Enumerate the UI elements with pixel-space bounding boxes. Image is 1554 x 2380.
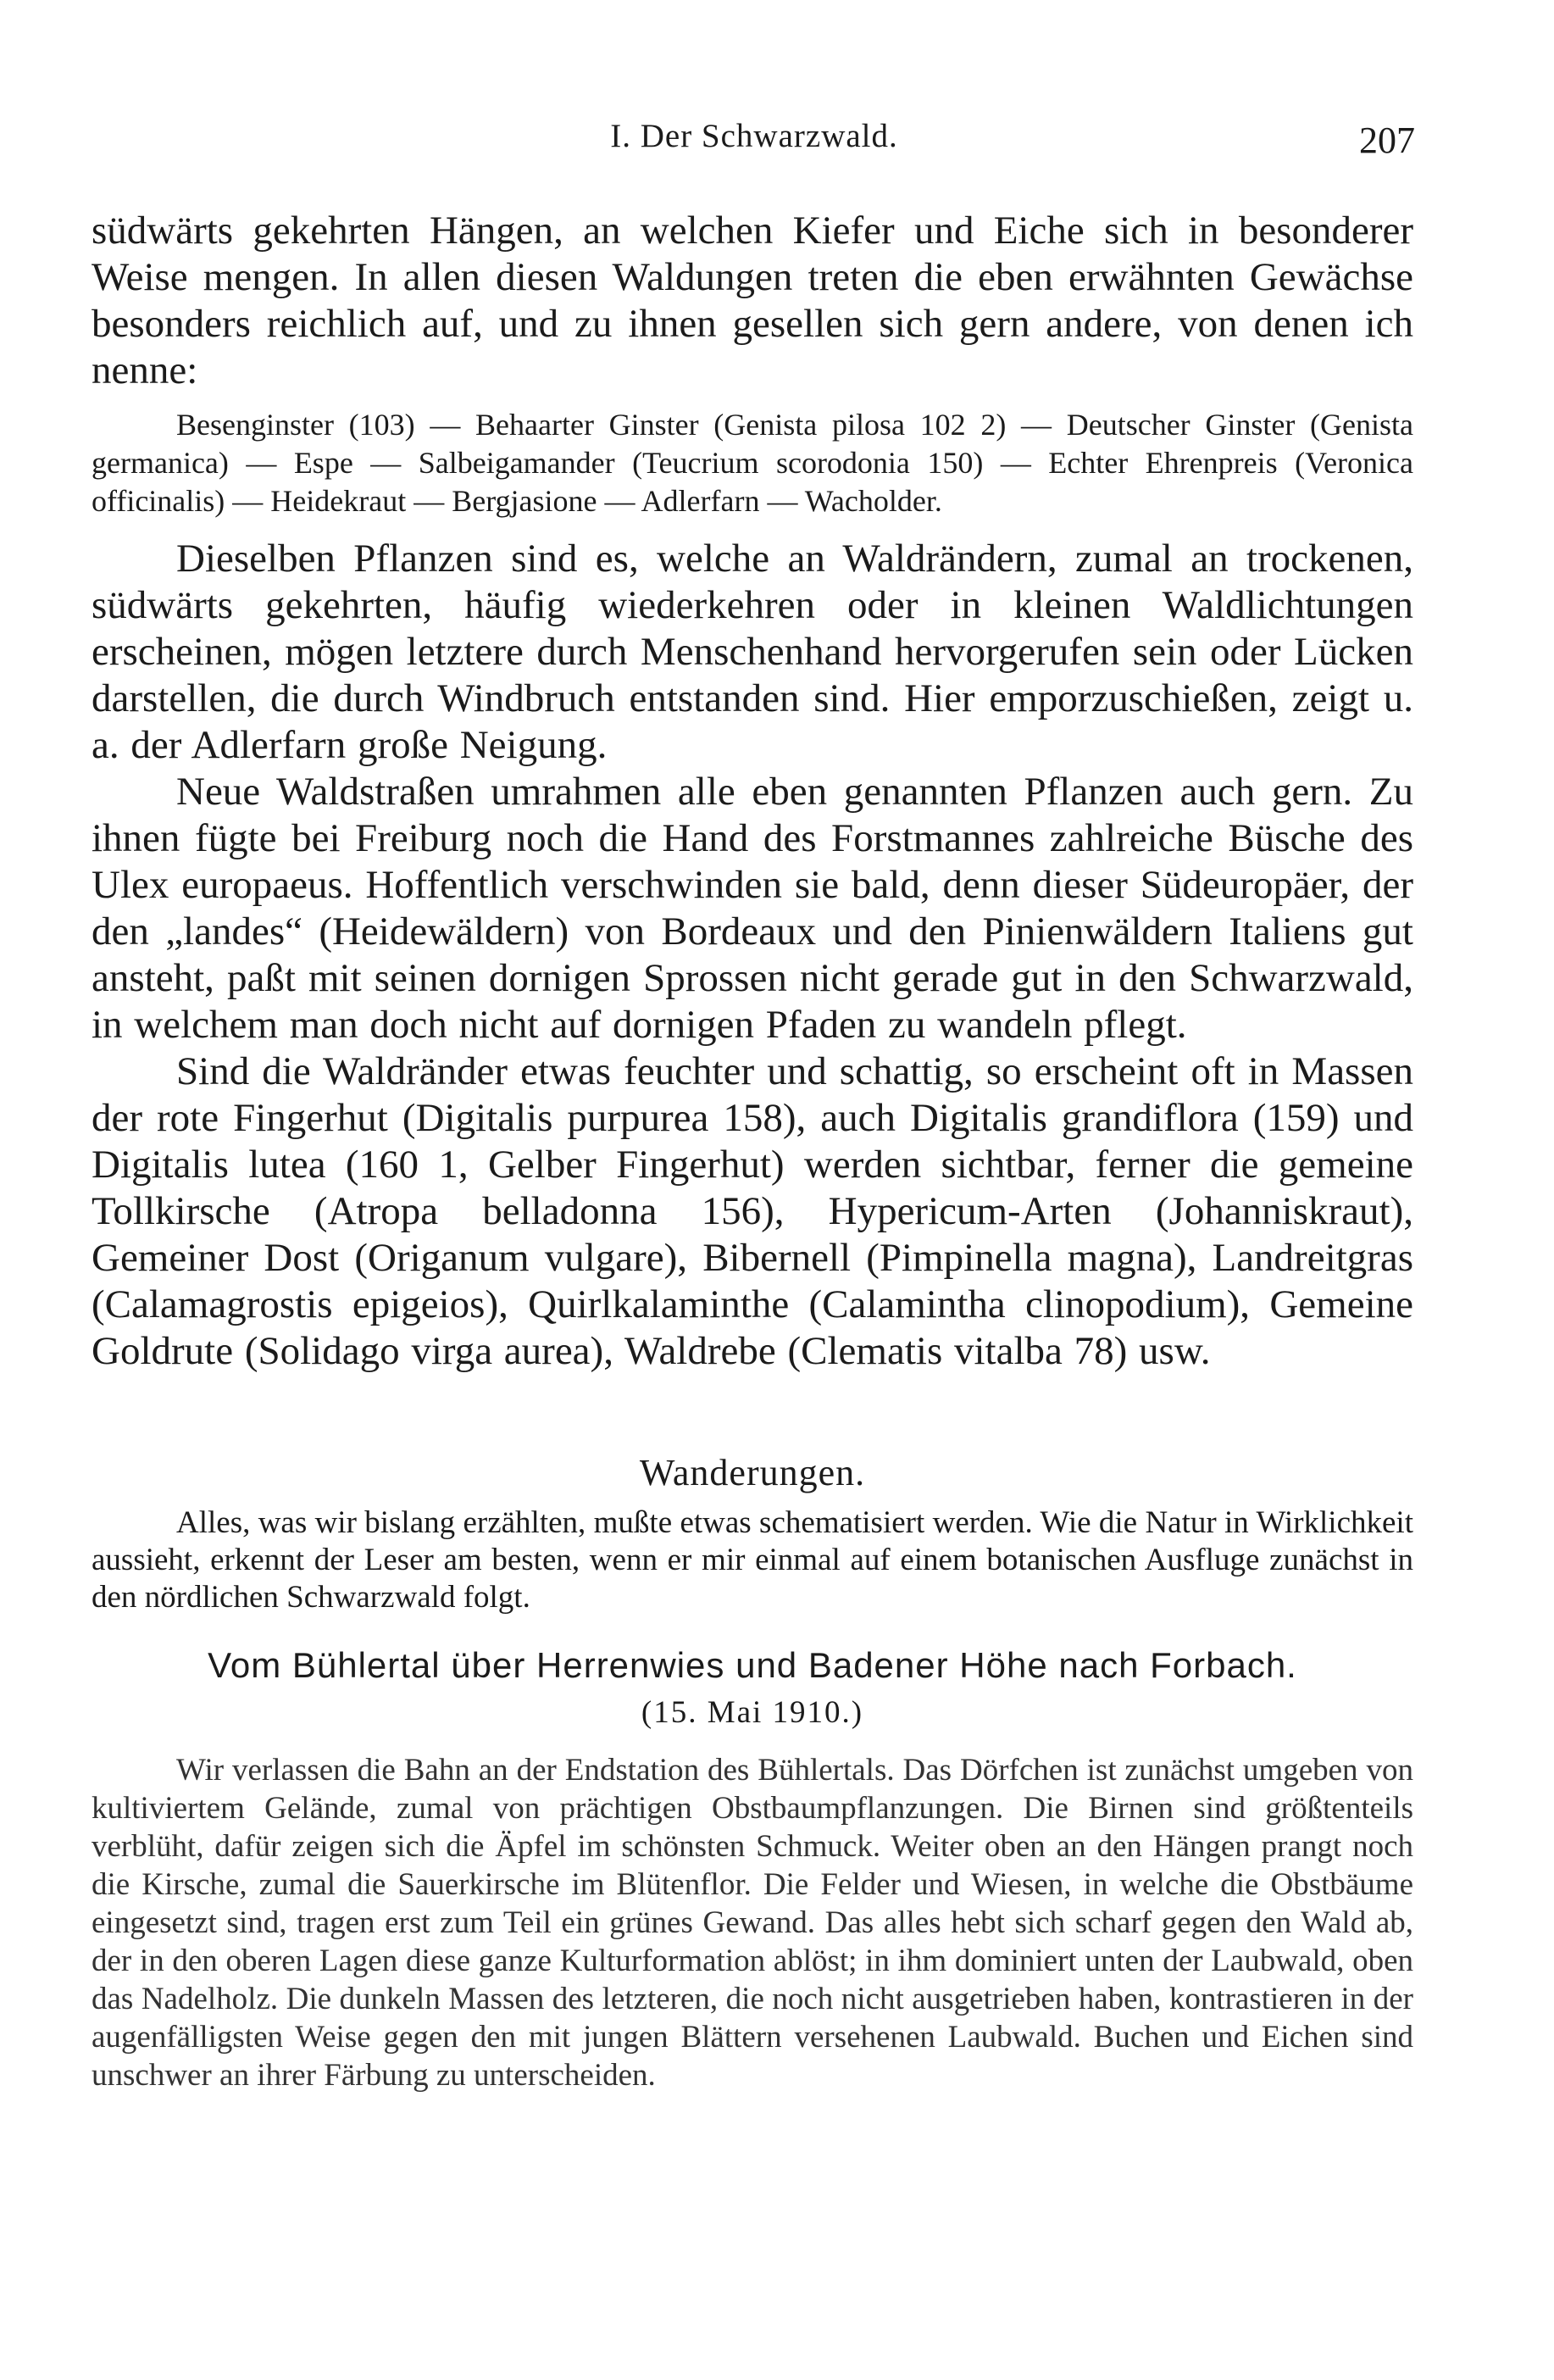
plant-list — [92, 406, 1413, 520]
route-description: Wir verlassen die Bahn an der Endstation des Bühlertals. Das Dörfchen ist zunächst umgeben von kultiviertem Gelände, zumal von prächtigen Obstbaumpflanzungen. Die Birnen sind größtenteils verblüht, dafür zeigen sich die Äpfel im schönsten Schmuck. Weiter oben an den Hängen prangt noch die Kirsche, zumal die Sauerkirsche im Blütenflor. Die Felder und Wiesen, in welche die Obstbäume eingesetzt sind, tragen erst zum Teil ein grünes Gewand. Das alles hebt sich scharf gegen den Wald ab, der in den oberen Lagen diese ganze Kulturformation ablöst; in ihm dominiert unten der Laubwald, oben das Nadelholz. Die dunkeln Massen des letzteren, die noch nicht ausgetrieben haben, kontrastieren in der augenfälligsten Weise gegen den mit jungen Blättern versehenen Laubwald. Buchen und Eichen sind unschwer an ihrer Färbung zu unterscheiden. — [92, 1753, 1413, 2093]
body-text — [92, 208, 1413, 2094]
route-date: (15. Mai 1910.) — [641, 1695, 864, 1730]
running-head — [93, 117, 1415, 168]
route-title: Vom Bühlertal über Herrenwies und Badener Höhe nach Forbach. — [208, 1645, 1297, 1685]
section-heading: Wanderungen. — [639, 1452, 866, 1493]
section-intro: Alles, was wir bislang erzählten, mußte etwas schematisiert werden. Wie die Natur in Wirklichkeit aussieht, erkennt der Leser am besten, wenn er mir einmal auf einem botanischen Ausfluge zunächst in den nördlichen Schwarzwald folgt. — [92, 1505, 1413, 1615]
running-title: I. Der Schwarzwald. — [610, 118, 898, 154]
page-number: 207 — [1359, 120, 1415, 161]
paragraph-forest-edges: Dieselben Pflanzen sind es, welche an Waldrändern, zumal an trockenen, südwärts gekehrten, häufig wiederkehren oder in kleinen Waldlichtungen erscheinen, mögen letztere durch Menschenhand hervorgerufen sein oder Lücken darstellen, die durch Windbruch entstanden sind. Hier emporzuschießen, zeigt u. a. der Adlerfarn große Neigung. — [92, 537, 1413, 767]
plant-list-text: Besenginster (103) — Behaarter Ginster (Genista pilosa 102 2) — Deutscher Ginster (Genista germanica) — Espe — Salbeigamander (Teucrium scorodonia 150) — Echter Ehrenpreis (Veronica officinalis) — Heidekraut — Bergjasione — Adlerfarn — Wacholder. — [92, 408, 1413, 518]
paragraph-continuation: südwärts gekehrten Hängen, an welchen Kiefer und Eiche sich in besonderer Weise mengen. In allen diesen Waldungen treten die eben erwähnten Gewächse besonders reichlich auf, und zu ihnen gesellen sich gern andere, von denen ich nenne: — [92, 209, 1413, 392]
paragraph-moist-edges: Sind die Waldränder etwas feuchter und schattig, so erscheint oft in Massen der rote Fingerhut (Digitalis purpurea 158), auch Digitalis grandiflora (159) und Digitalis lutea (160 1, Gelber Fingerhut) werden sichtbar, ferner die gemeine Tollkirsche (Atropa belladonna 156), Hypericum-Arten (Johanniskraut), Gemeiner Dost (Origanum vulgare), Bibernell (Pimpinella magna), Landreitgras (Calamagrostis epigeios), Quirlkalaminthe (Calamintha clinopodium), Gemeine Goldrute (Solidago virga aurea), Waldrebe (Clematis vitalba 78) usw. — [92, 1049, 1413, 1373]
paragraph-forest-roads: Neue Waldstraßen umrahmen alle eben genannten Pflanzen auch gern. Zu ihnen fügte bei Freiburg noch die Hand des Forstmannes zahlreiche Büsche des Ulex europaeus. Hoffentlich verschwinden sie bald, denn dieser Südeuropäer, der den „landes“ (Heidewäldern) von Bordeaux und den Pinienwäldern Italiens gut ansteht, paßt mit seinen dornigen Sprossen nicht gerade gut in den Schwarzwald, in welchem man doch nicht auf dornigen Pfaden zu wandeln pflegt. — [92, 770, 1413, 1047]
